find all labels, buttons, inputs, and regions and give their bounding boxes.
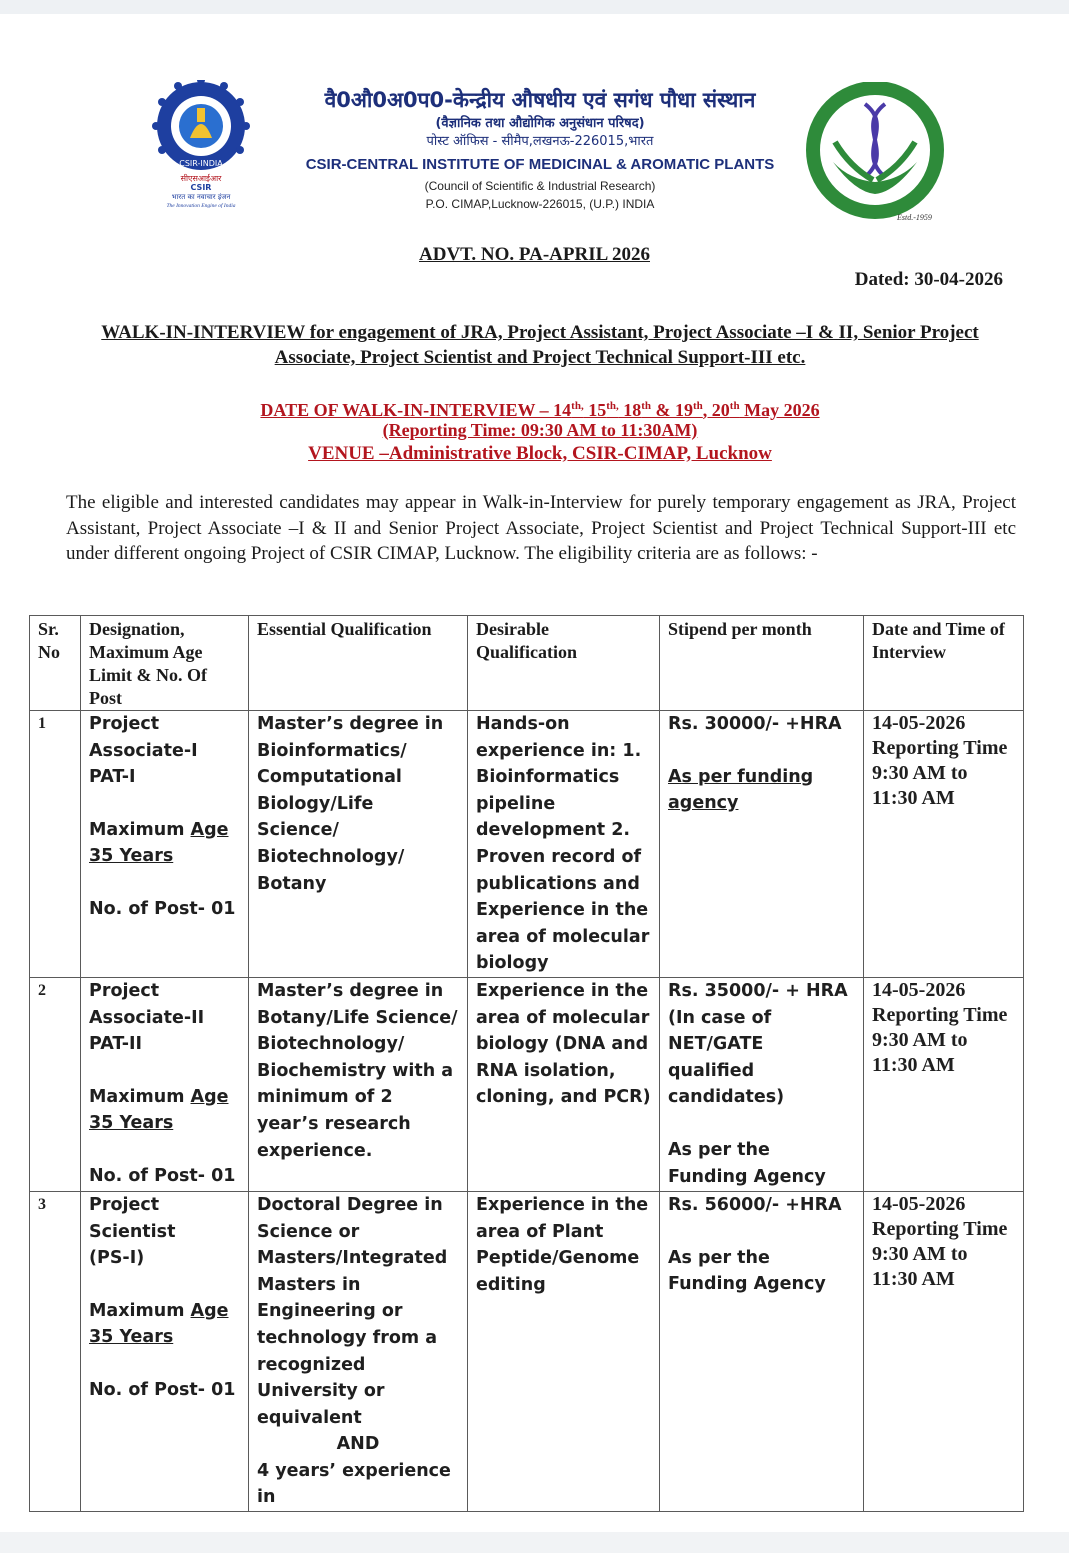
row-sr-no: 3 bbox=[30, 1191, 81, 1511]
advertisement-date: Dated: 30-04-2026 bbox=[854, 269, 1003, 290]
csir-logo bbox=[140, 80, 262, 210]
row-desirable: Experience in the area of Plant Peptide/Genome editing bbox=[468, 1191, 660, 1511]
max-age bbox=[89, 817, 240, 844]
designation-line: PAT-II bbox=[89, 1034, 143, 1055]
institute-header bbox=[280, 86, 800, 213]
reporting-label: Reporting Time bbox=[872, 737, 1008, 759]
interview-date: 14-05-2026 bbox=[872, 1192, 966, 1215]
stipend-amount: Rs. 30000/- +HRA bbox=[668, 714, 842, 734]
english-address: P.O. CIMAP,Lucknow-226015, (U.P.) INDIA bbox=[425, 197, 655, 211]
essential-tail: 4 years’ experience in bbox=[257, 1460, 451, 1508]
logo-tagline-hindi: भारत का नवाचार इंजन bbox=[171, 193, 231, 201]
advertisement-number: ADVT. NO. PA-APRIL 2026 bbox=[419, 244, 650, 265]
stipend-note: As per the Funding Agency bbox=[668, 1247, 826, 1295]
header-date-time: Date and Time of Interview bbox=[864, 616, 1024, 711]
max-age-label: Maximum bbox=[89, 1300, 191, 1321]
max-age-word: Age bbox=[190, 1086, 229, 1107]
interview-time: 9:30 AM to 11:30 AM bbox=[872, 1242, 968, 1290]
row-designation bbox=[81, 977, 249, 1191]
max-age-value: 35 Years bbox=[89, 1327, 174, 1348]
table-header-row bbox=[30, 616, 1024, 711]
date-suffix: th bbox=[641, 400, 652, 412]
row-date-time bbox=[864, 977, 1024, 1191]
designation-line: PAT-I bbox=[89, 767, 136, 788]
max-age bbox=[89, 1298, 240, 1325]
venue: VENUE –Administrative Block, CSIR-CIMAP, Lucknow bbox=[308, 443, 772, 464]
date-part: May 2026 bbox=[739, 400, 820, 420]
header-essential: Essential Qualification bbox=[249, 616, 468, 711]
stipend-amount: Rs. 56000/- +HRA bbox=[668, 1194, 842, 1215]
row-essential: Master’s degree in Bioinformatics/ Computational Biology/Life Science/ Biotechnology/ Botany bbox=[249, 711, 468, 978]
max-age-word: Age bbox=[190, 1300, 229, 1321]
max-age-word: Age bbox=[190, 819, 229, 840]
reporting-label: Reporting Time bbox=[872, 1003, 1008, 1026]
logo-tagline-en: The Innovation Engine of India bbox=[166, 203, 236, 209]
row-date-time bbox=[864, 1191, 1024, 1511]
hindi-institute-name: वै0औ0अ0प0-केन्द्रीय औषधीय एवं सगंध पौधा संस्थान bbox=[324, 88, 756, 112]
interview-time: 9:30 AM to 11:30 AM bbox=[872, 762, 968, 809]
row-stipend bbox=[660, 711, 864, 978]
designation-line: Associate-I bbox=[89, 740, 198, 761]
stipend-note: As per funding agency bbox=[668, 766, 814, 814]
row-designation bbox=[81, 1191, 249, 1511]
row-stipend bbox=[660, 1191, 864, 1511]
header-stipend: Stipend per month bbox=[660, 616, 864, 711]
walk-in-title: WALK-IN-INTERVIEW for engagement of JRA, Project Assistant, Project Associate –I & II, Senior Project Associate, Project Scientist and Project Technical Support-III etc. bbox=[101, 322, 979, 368]
post-count: No. of Post- 01 bbox=[89, 1165, 236, 1186]
post-count: No. of Post- 01 bbox=[89, 898, 236, 919]
reporting-time: (Reporting Time: 09:30 AM to 11:30AM) bbox=[382, 420, 698, 440]
logo-csir-text: CSIR bbox=[190, 183, 212, 192]
max-age bbox=[89, 1084, 240, 1111]
table-row bbox=[30, 977, 1024, 1191]
top-band bbox=[0, 0, 1069, 14]
max-age-value: 35 Years bbox=[89, 846, 174, 867]
date-suffix: th bbox=[693, 400, 703, 412]
date-part: & 19 bbox=[651, 400, 694, 420]
intro-paragraph: The eligible and interested candidates may appear in Walk-in-Interview for purely temporary engagement as JRA, Project Assistant, Project Associate –I & II and Senior Project Associate, Project Scientist and Project Technical Support-III etc under different ongoing Project of CSIR CIMAP, Lucknow. The eligibility criteria are as follows: - bbox=[66, 492, 1016, 564]
header-desirable: Desirable Qualification bbox=[468, 616, 660, 711]
table-row bbox=[30, 1191, 1024, 1511]
eligibility-table bbox=[29, 615, 1024, 1512]
date-suffix: th bbox=[729, 400, 740, 412]
logo-hindi-text: सीएसआईआर bbox=[180, 174, 222, 183]
header-sr-no: Sr. No bbox=[30, 616, 81, 711]
header-designation: Designation, Maximum Age Limit & No. Of Post bbox=[81, 616, 249, 711]
cimap-logo bbox=[805, 82, 945, 232]
designation-line: Project bbox=[89, 714, 160, 734]
logo-ring-text: CSIR-INDIA bbox=[179, 159, 223, 168]
row-stipend bbox=[660, 977, 864, 1191]
interview-time: 9:30 AM to 11:30 AM bbox=[872, 1028, 968, 1076]
row-desirable: Experience in the area of molecular biology (DNA and RNA isolation, cloning, and PCR) bbox=[468, 977, 660, 1191]
row-date-time bbox=[864, 711, 1024, 978]
stipend-note: As per the Funding Agency bbox=[668, 1139, 826, 1187]
row-designation bbox=[81, 711, 249, 978]
row-sr-no: 2 bbox=[30, 977, 81, 1191]
reporting-label: Reporting Time bbox=[872, 1217, 1008, 1240]
designation-line: Project bbox=[89, 980, 160, 1001]
date-part: 15 bbox=[583, 400, 607, 420]
designation-line: Associate-II bbox=[89, 1007, 205, 1028]
row-desirable: Hands-on experience in: 1. Bioinformatics pipeline development 2. Proven record of publications and Experience in the area of molecular biology bbox=[468, 711, 660, 978]
interview-date: 14-05-2026 bbox=[872, 978, 966, 1001]
english-institute-name: CSIR-CENTRAL INSTITUTE OF MEDICINAL & AROMATIC PLANTS bbox=[305, 156, 775, 173]
date-suffix: th, bbox=[571, 400, 584, 412]
essential-text: Doctoral Degree in Science or Masters/Integrated Masters in Engineering or technology from a recognized University or equivalent bbox=[257, 1194, 448, 1428]
english-council: (Council of Scientific & Industrial Research) bbox=[424, 179, 656, 193]
designation-line: (PS-I) bbox=[89, 1248, 145, 1269]
max-age-value: 35 Years bbox=[89, 1113, 174, 1134]
stipend-amount: Rs. 35000/- + HRA (In case of NET/GATE qualified candidates) bbox=[668, 980, 848, 1108]
interview-date: 14-05-2026 bbox=[872, 712, 966, 734]
hindi-council: (वैज्ञानिक तथा औद्योगिक अनुसंधान परिषद) bbox=[435, 116, 645, 131]
max-age-label: Maximum bbox=[89, 819, 191, 840]
bottom-band bbox=[0, 1532, 1069, 1553]
hindi-address: पोस्ट ऑफिस - सीमैप,लखनऊ-226015,भारत bbox=[426, 134, 654, 149]
interview-date-prefix: DATE OF WALK-IN-INTERVIEW – 14 bbox=[260, 400, 572, 420]
logo-est-text: Estd.-1959 bbox=[897, 213, 932, 222]
table-row bbox=[30, 711, 1024, 978]
row-essential: Master’s degree in Botany/Life Science/ Biotechnology/ Biochemistry with a minimum of 2 year’s research experience. bbox=[249, 977, 468, 1191]
designation-line: Project Scientist bbox=[89, 1194, 176, 1242]
row-sr-no: 1 bbox=[30, 711, 81, 978]
date-suffix: th, bbox=[606, 400, 619, 412]
max-age-label: Maximum bbox=[89, 1086, 191, 1107]
row-essential bbox=[249, 1191, 468, 1511]
essential-and: AND bbox=[336, 1434, 380, 1455]
post-count: No. of Post- 01 bbox=[89, 1379, 236, 1400]
date-part: 18 bbox=[618, 400, 642, 420]
date-part: , 20 bbox=[702, 400, 730, 420]
